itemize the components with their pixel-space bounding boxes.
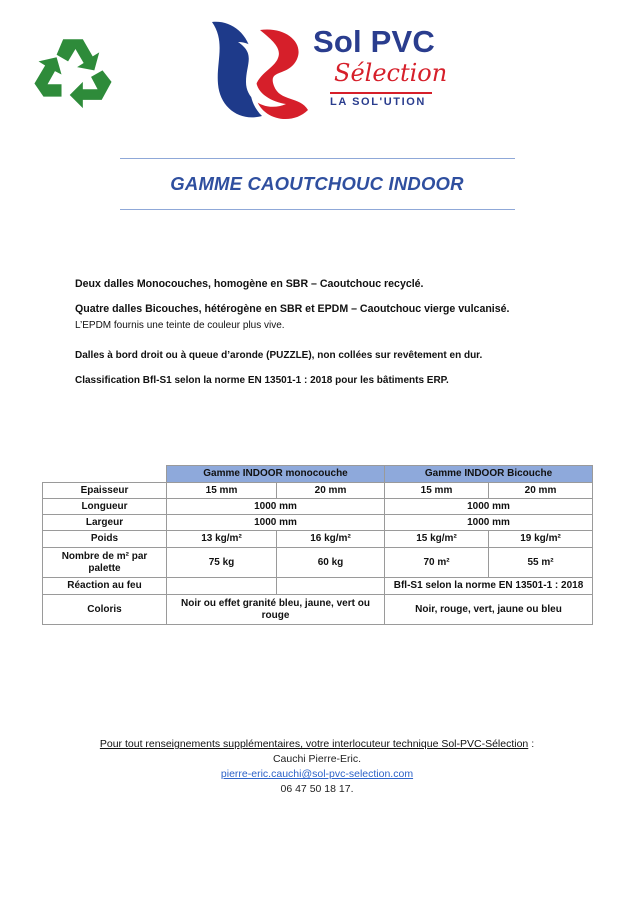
page-title: GAMME CAOUTCHOUC INDOOR xyxy=(170,173,464,194)
table-row xyxy=(43,483,593,499)
cell-palette-mono-15: 75 kg xyxy=(167,548,277,578)
logo-brand-text: Sol PVC xyxy=(313,24,435,59)
table-corner-cell xyxy=(43,466,167,483)
intro-epdm-note: L’EPDM fournis une teinte de couleur plus vive. xyxy=(75,320,285,331)
row-label-poids: Poids xyxy=(43,531,167,548)
logo-underline xyxy=(330,92,432,94)
table-header-row xyxy=(43,466,593,483)
cell-coloris-mono: Noir ou effet granité bleu, jaune, vert ou rouge xyxy=(167,595,385,625)
row-label-epaisseur: Epaisseur xyxy=(43,483,167,499)
cell-poids-mono-20: 16 kg/m² xyxy=(277,531,385,548)
header-monocouche: Gamme INDOOR monocouche xyxy=(167,466,385,483)
cell-palette-mono-20: 60 kg xyxy=(277,548,385,578)
intro-monocouche: Deux dalles Monocouches, homogène en SBR – Caoutchouc recyclé. xyxy=(75,278,424,290)
cell-poids-bi-15: 15 kg/m² xyxy=(385,531,489,548)
cell-feu-mono-15-empty xyxy=(167,578,277,595)
cell-epaisseur-bi-15: 15 mm xyxy=(385,483,489,499)
title-rule-top xyxy=(120,158,515,159)
table-row xyxy=(43,515,593,531)
logo-tagline: LA SOL'UTION xyxy=(330,96,426,108)
intro-bicouche: Quatre dalles Bicouches, hétérogène en SBR et EPDM – Caoutchouc vierge vulcanisé. xyxy=(75,303,510,315)
cell-poids-bi-20: 19 kg/m² xyxy=(489,531,593,548)
table-row xyxy=(43,578,593,595)
cell-palette-bi-20: 55 m² xyxy=(489,548,593,578)
intro-puzzle: Dalles à bord droit ou à queue d’aronde (PUZZLE), non collées sur revêtement en dur. xyxy=(75,350,483,361)
contact-lead-line xyxy=(0,737,634,752)
cell-largeur-mono: 1000 mm xyxy=(167,515,385,531)
contact-lead-colon: : xyxy=(528,738,535,750)
contact-block xyxy=(0,737,634,797)
logo-mark xyxy=(190,12,320,132)
cell-coloris-bi: Noir, rouge, vert, jaune ou bleu xyxy=(385,595,593,625)
table-row xyxy=(43,548,593,578)
contact-phone: 06 47 50 18 17. xyxy=(280,783,354,795)
logo-script-text: Sélection xyxy=(334,59,448,87)
cell-epaisseur-bi-20: 20 mm xyxy=(489,483,593,499)
cell-epaisseur-mono-20: 20 mm xyxy=(277,483,385,499)
intro-classification: Classification Bfl-S1 selon la norme EN 13501-1 : 2018 pour les bâtiments ERP. xyxy=(75,375,449,386)
row-label-largeur: Largeur xyxy=(43,515,167,531)
recycle-icon xyxy=(32,34,114,110)
contact-lead: Pour tout renseignements supplémentaires, votre interlocuteur technique Sol-PVC-Sélection xyxy=(99,738,529,750)
cell-feu-mono-20-empty xyxy=(277,578,385,595)
cell-longueur-mono: 1000 mm xyxy=(167,499,385,515)
row-label-coloris: Coloris xyxy=(43,595,167,625)
cell-feu-bi: Bfl-S1 selon la norme EN 13501-1 : 2018 xyxy=(385,578,593,595)
company-logo xyxy=(190,12,448,132)
row-label-palette: Nombre de m² par palette xyxy=(43,548,167,578)
cell-longueur-bi: 1000 mm xyxy=(385,499,593,515)
contact-name: Cauchi Pierre-Eric. xyxy=(272,753,362,765)
spec-table xyxy=(42,465,593,625)
cell-epaisseur-mono-15: 15 mm xyxy=(167,483,277,499)
row-label-longueur: Longueur xyxy=(43,499,167,515)
cell-largeur-bi: 1000 mm xyxy=(385,515,593,531)
table-row xyxy=(43,595,593,625)
table-row xyxy=(43,531,593,548)
table-row xyxy=(43,499,593,515)
cell-palette-bi-15: 70 m² xyxy=(385,548,489,578)
header-bicouche: Gamme INDOOR Bicouche xyxy=(385,466,593,483)
contact-email-link[interactable]: pierre-eric.cauchi@sol-pvc-selection.com xyxy=(220,768,414,780)
title-rule-bottom xyxy=(120,209,515,210)
row-label-feu: Réaction au feu xyxy=(43,578,167,595)
cell-poids-mono-15: 13 kg/m² xyxy=(167,531,277,548)
